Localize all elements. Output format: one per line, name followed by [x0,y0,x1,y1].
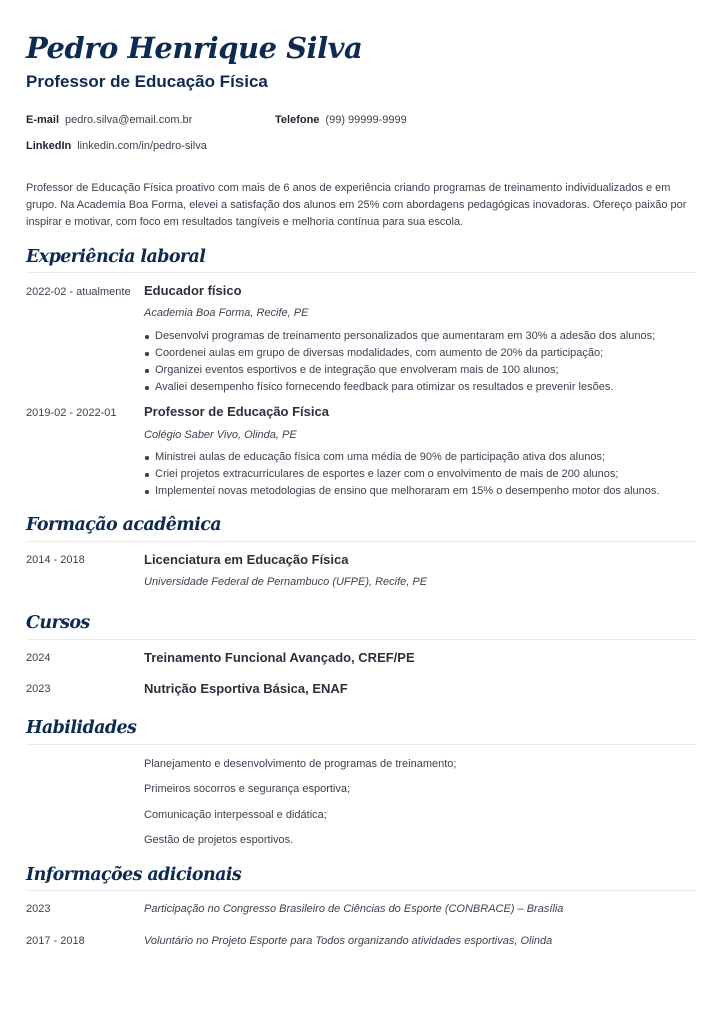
linkedin-value[interactable]: linkedin.com/in/pedro-silva [77,140,207,152]
experience-2-place: Colégio Saber Vivo, Olinda, PE [144,429,297,441]
experience-2-bullets [144,449,659,500]
section-divider [26,639,696,640]
profile-summary: Professor de Educação Física proativo com mais de 6 anos de experiência criando programas de treinamento individualizados e em grupo. Na Academia Boa Forma, elevei a satisfação dos alunos em 25% com abordagens pedagógicas inovadoras. Ofereço paixão por inspirar e motivar, com foco em resultados tangíveis e melhoria contínua para sua escola. [26,182,687,228]
experience-1-date: 2022-02 - atualmente [26,286,131,298]
phone-label: Telefone [275,114,320,126]
section-title-additional: Informações adicionais [26,865,242,885]
section-title-education: Formação acadêmica [26,515,222,535]
skill-item: Gestão de projetos esportivos. [144,834,294,846]
email-value[interactable]: pedro.silva@email.com.br [65,114,193,126]
bullet-item: Implementei novas metodologias de ensino que melhoraram em 15% o desempenho motor dos alunos. [144,483,659,500]
skill-item: Comunicação interpessoal e didática; [144,809,327,821]
experience-1-bullets [144,328,655,396]
contact-phone [275,113,407,127]
skill-item: Primeiros socorros e segurança esportiva; [144,783,351,795]
contact-linkedin [26,139,207,153]
email-label: E-mail [26,114,60,126]
section-title-skills: Habilidades [26,718,137,738]
experience-2-title: Professor de Educação Física [144,404,329,419]
candidate-title: Professor de Educação Física [26,72,268,91]
education-1-date: 2014 - 2018 [26,554,85,566]
skill-item: Planejamento e desenvolvimento de programas de treinamento; [144,758,457,770]
education-1-title: Licenciatura em Educação Física [144,552,349,567]
candidate-name: Pedro Henrique Silva [26,31,363,65]
course-1-date: 2024 [26,652,51,664]
bullet-item: Desenvolvi programas de treinamento personalizados que aumentaram em 30% a adesão dos alunos; [144,328,655,345]
education-1-place: Universidade Federal de Pernambuco (UFPE), Recife, PE [144,576,428,588]
course-2-title: Nutrição Esportiva Básica, ENAF [144,681,348,696]
bullet-item: Organizei eventos esportivos e de integração que envolveram mais de 100 alunos; [144,362,655,379]
bullet-item: Avaliei desempenho físico fornecendo feedback para otimizar os resultados e prevenir lesões. [144,379,655,396]
contact-email [26,113,192,127]
course-1-title: Treinamento Funcional Avançado, CREF/PE [144,650,415,665]
additional-1-text: Participação no Congresso Brasileiro de Ciências do Esporte (CONBRACE) – Brasília [144,903,564,915]
course-2-date: 2023 [26,683,51,695]
experience-2-date: 2019-02 - 2022-01 [26,407,117,419]
additional-1-date: 2023 [26,903,51,915]
phone-value[interactable]: (99) 99999-9999 [325,114,407,126]
experience-1-title: Educador físico [144,283,242,298]
bullet-item: Ministrei aulas de educação física com uma média de 90% de participação ativa dos alunos; [144,449,659,466]
section-title-courses: Cursos [26,613,90,633]
additional-2-date: 2017 - 2018 [26,935,85,947]
linkedin-label: LinkedIn [26,140,72,152]
section-divider [26,890,696,891]
section-divider [26,744,696,745]
bullet-item: Coordenei aulas em grupo de diversas modalidades, com aumento de 20% da participação; [144,345,655,362]
section-title-experience: Experiência laboral [26,247,206,267]
section-divider [26,272,696,273]
experience-1-place: Academia Boa Forma, Recife, PE [144,307,309,319]
section-divider [26,541,696,542]
additional-2-text: Voluntário no Projeto Esporte para Todos organizando atividades esportivas, Olinda [144,935,553,947]
bullet-item: Criei projetos extracurriculares de esportes e lazer com o envolvimento de mais de 200 alunos; [144,466,659,483]
